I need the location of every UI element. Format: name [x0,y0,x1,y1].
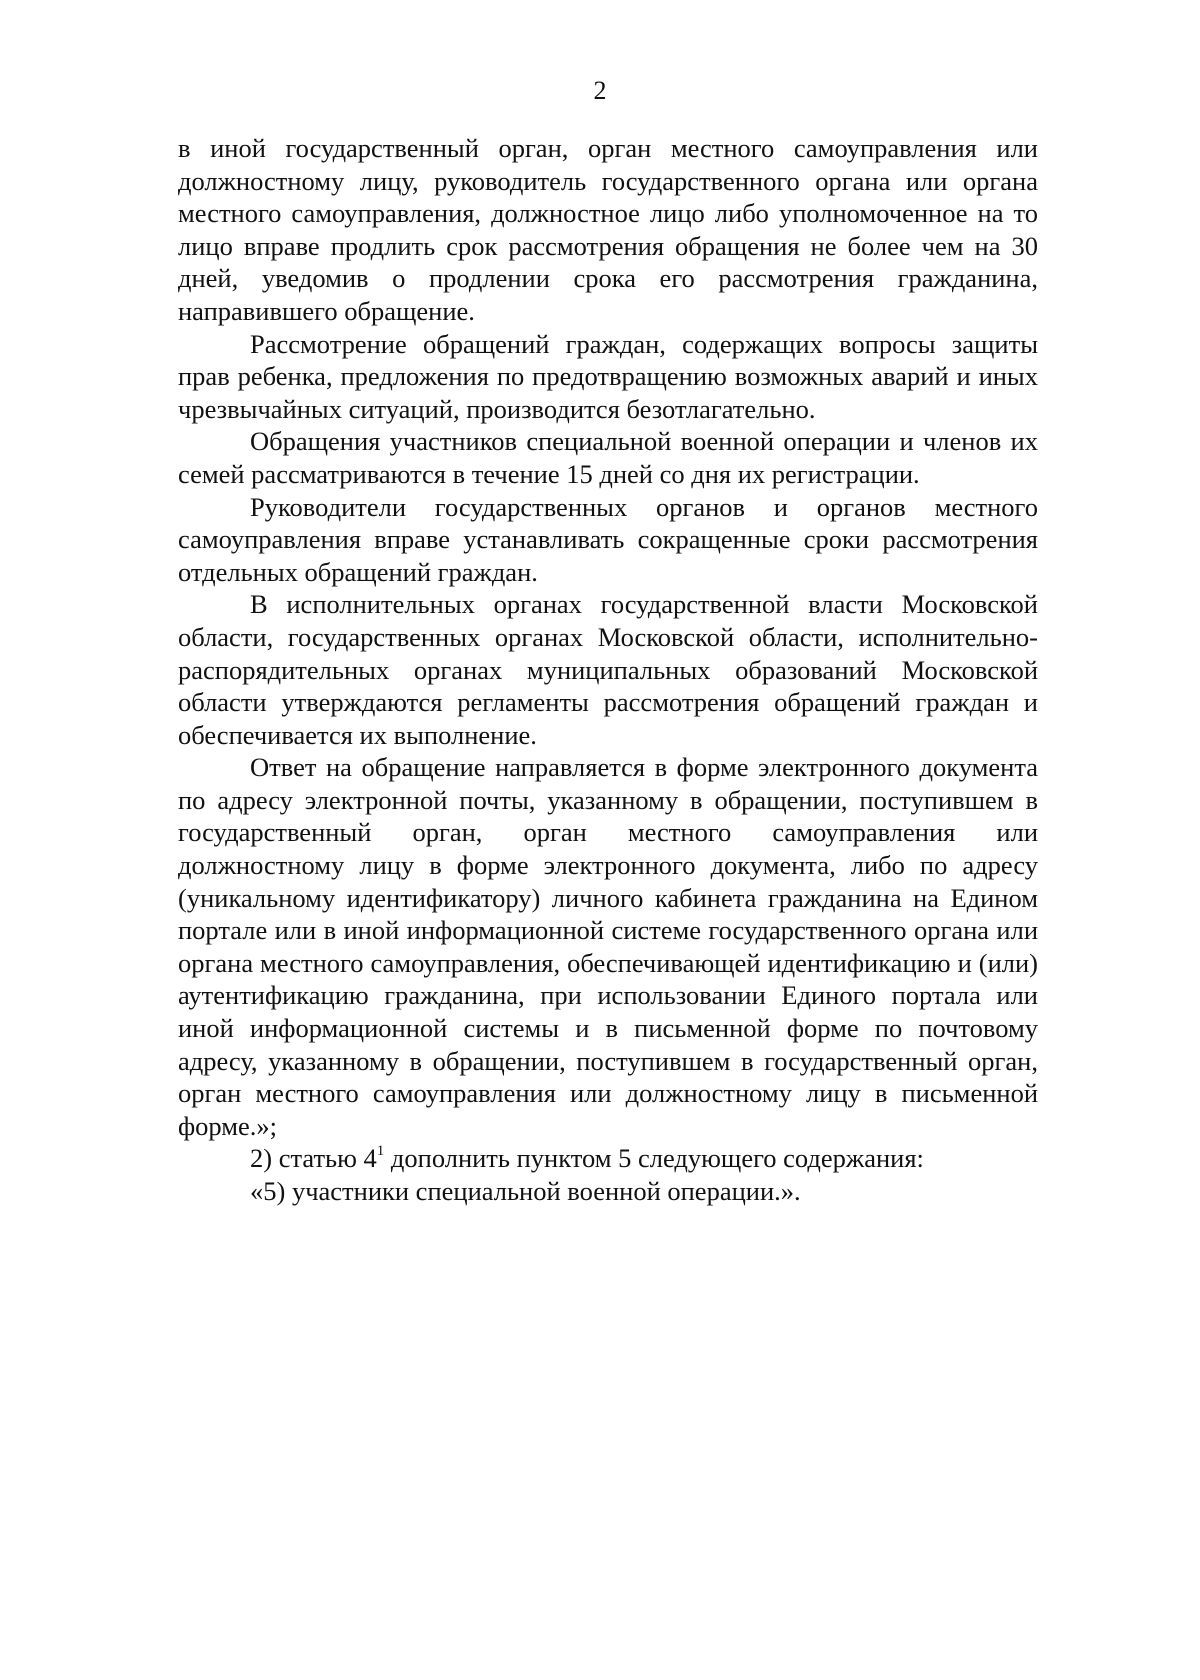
paragraph-child-rights: Рассмотрение обращений граждан, содержащих вопросы защиты прав ребенка, предложения по предотвращению возможных аварий и иных чрезвычайных ситуаций, производится безотлагательно. [178,328,1038,424]
paragraph-svo-participants: Обращения участников специальной военной операции и членов их семей рассматриваются в течение 15 дней со дня их регистрации. [178,426,1038,489]
paragraph-regulations: В исполнительных органах государственной власти Московской области, государственных органах Московской области, исполнительно-распорядительных органах муниципальных образований Московской области утверждаются регламенты рассмотрения обращений граждан и обеспечивается их выполнение. [178,589,1038,750]
paragraph-response-form: Ответ на обращение направляется в форме электронного документа по адресу электронной почты, указанному в обращении, поступившем в государственный орган, орган местного самоуправления или должностному лицу в форме электронного документа, либо по адресу (уникальному идентификатору) личного кабинета гражданина на Едином портале или в иной информационной системе государственного органа или органа местного самоуправления, обеспечивающей идентификацию и (или) аутентификацию гражданина, при использовании Единого портала или иной информационной системы и в письменной форме по почтовому адресу, указанному в обращении, поступившем в государственный орган, орган местного самоуправления или должностному лицу в письменной форме.»; [178,752,1038,1141]
item-2-superscript: 1 [376,1143,385,1160]
item-2-prefix: 2) статью 4 [250,1143,377,1174]
item-2-suffix: дополнить пунктом 5 следующего содержания: [384,1143,924,1174]
paragraph-reduced-terms: Руководители государственных органов и органов местного самоуправления вправе устанавливать сокращенные сроки рассмотрения отдельных обращений граждан. [178,491,1038,587]
paragraph-item-2 [178,1142,1038,1175]
page-number: 2 [593,76,607,105]
paragraph-item-5: «5) участники специальной военной операции.». [250,1176,801,1206]
document-body [178,132,1038,1208]
paragraph-continuation: в иной государственный орган, орган местного самоуправления или должностному лицу, руководитель государственного органа или органа местного самоуправления, должностное лицо либо уполномоченное на то лицо вправе продлить срок рассмотрения обращения не более чем на 30 дней, уведомив о продлении срока его рассмотрения гражданина, направившего обращение. [178,133,1038,326]
